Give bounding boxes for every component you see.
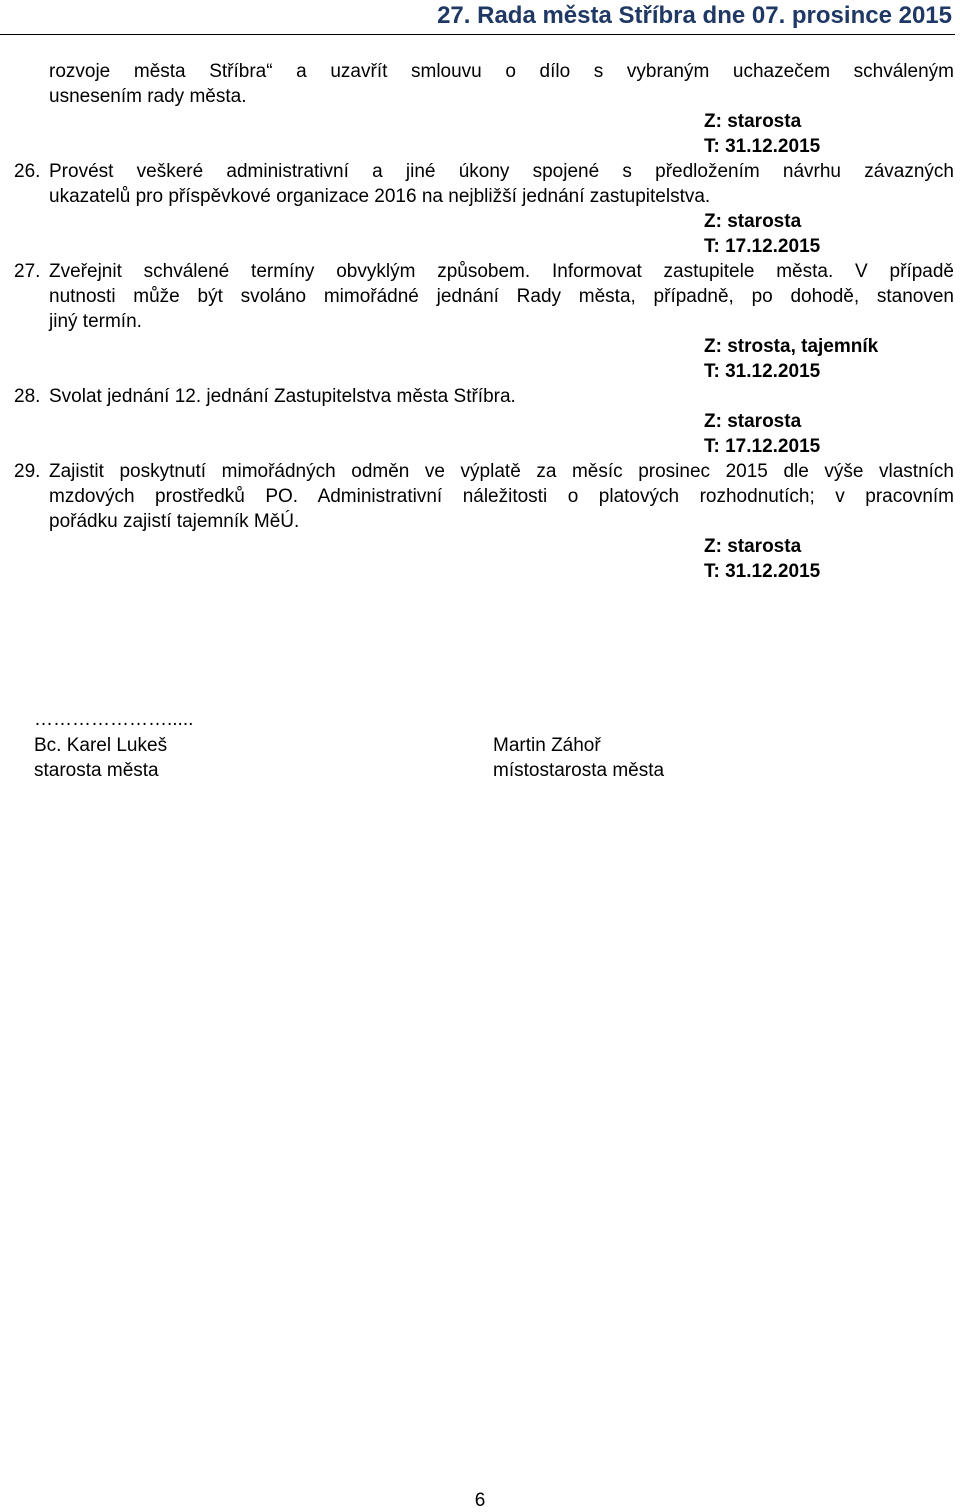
item-26-number: 26.: [14, 161, 41, 182]
item-27-line-3: jiný termín.: [49, 311, 142, 332]
item-25-line-2: usnesením rady města.: [49, 86, 247, 107]
item-25-deadline: T: 31.12.2015: [704, 136, 821, 157]
item-27-number: 27.: [14, 261, 41, 282]
item-29-responsible: Z: starosta: [704, 536, 802, 557]
item-27-line-1: Zveřejnit schválené termíny obvyklým způsobem. Informovat zastupitele města. V případě: [49, 261, 954, 282]
signature-line: ………………….....: [34, 709, 194, 730]
item-28-responsible: Z: starosta: [704, 411, 802, 432]
item-27-deadline: T: 31.12.2015: [704, 361, 821, 382]
item-26-responsible: Z: starosta: [704, 211, 802, 232]
item-28-number: 28.: [14, 386, 41, 407]
item-27-line-2: nutnosti může být svoláno mimořádné jednání Rady města, případně, po dohodě, stanoven: [49, 286, 954, 307]
page-header: [0, 0, 955, 35]
item-25-responsible: Z: starosta: [704, 111, 802, 132]
document-title: 27. Rada města Stříbra dne 07. prosince 2015: [437, 2, 952, 29]
signature-right-name: Martin Záhoř: [493, 735, 601, 756]
signature-right-role: místostarosta města: [493, 760, 665, 781]
page-number: 6: [474, 1490, 486, 1511]
item-29-number: 29.: [14, 461, 41, 482]
item-29-line-3: pořádku zajistí tajemník MěÚ.: [49, 511, 300, 532]
item-27-responsible: Z: strosta, tajemník: [704, 336, 879, 357]
item-29-line-1: Zajistit poskytnutí mimořádných odměn ve výplatě za měsíc prosinec 2015 dle výše vlastních: [49, 461, 954, 482]
signature-left-name: Bc. Karel Lukeš: [34, 735, 168, 756]
item-26-line-1: Provést veškeré administrativní a jiné úkony spojené s předložením návrhu závazných: [49, 161, 954, 182]
item-26-line-2: ukazatelů pro příspěvkové organizace 2016 na nejbližší jednání zastupitelstva.: [49, 186, 711, 207]
item-28-deadline: T: 17.12.2015: [704, 436, 821, 457]
item-25-line-1: rozvoje města Stříbra“ a uzavřít smlouvu o dílo s vybraným uchazečem schváleným: [49, 61, 954, 82]
signature-left-role: starosta města: [34, 760, 159, 781]
item-26-deadline: T: 17.12.2015: [704, 236, 821, 257]
item-29-deadline: T: 31.12.2015: [704, 561, 821, 582]
item-29-line-2: mzdových prostředků PO. Administrativní náležitosti o platových rozhodnutích; v pracovním: [49, 486, 954, 507]
item-28-line-1: Svolat jednání 12. jednání Zastupitelstva města Stříbra.: [49, 386, 516, 407]
